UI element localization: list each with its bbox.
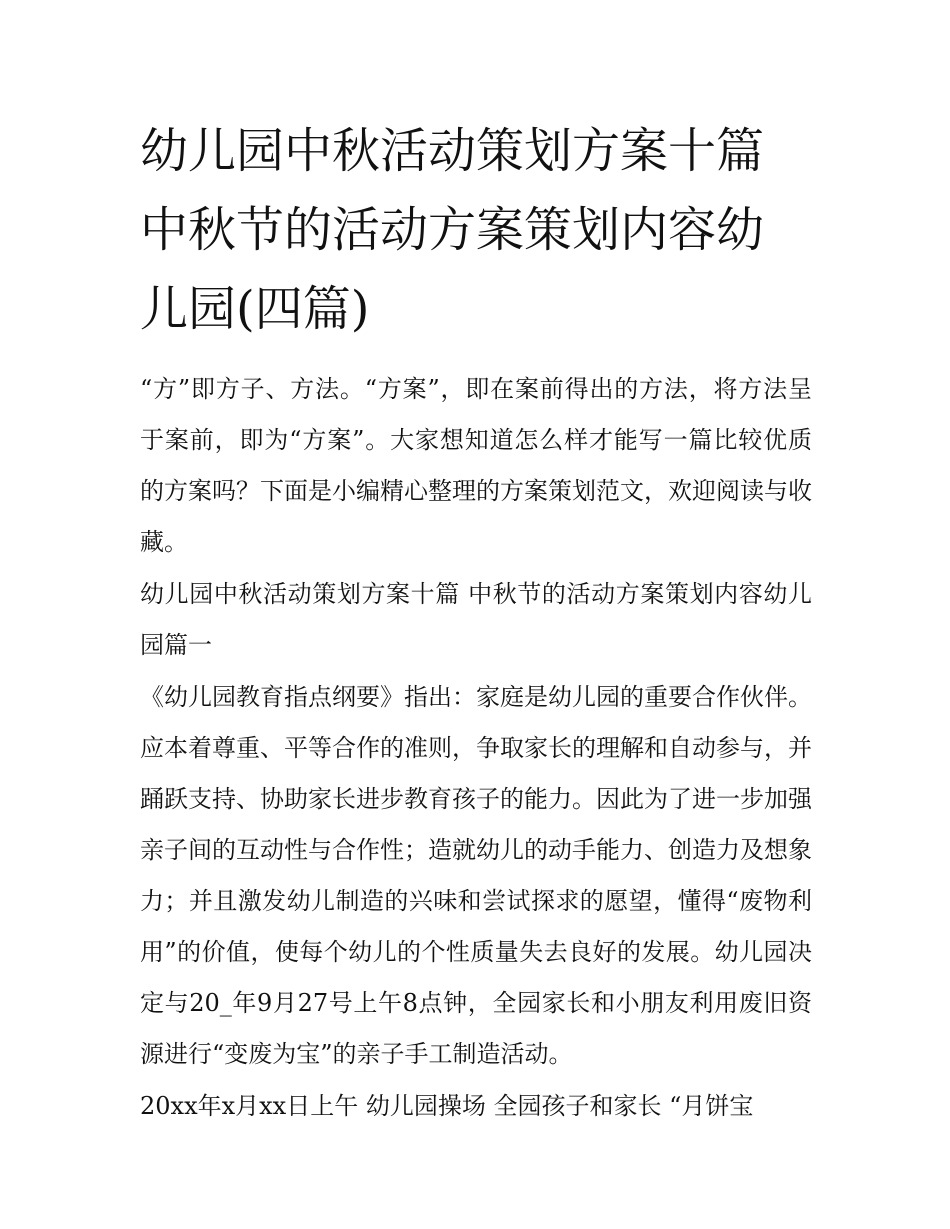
document-content bbox=[140, 112, 812, 1132]
section-heading: 幼儿园中秋活动策划方案十篇 中秋节的活动方案策划内容幼儿园篇一 bbox=[140, 580, 812, 659]
body-paragraph-2: 20xx年x月xx日上午 幼儿园操场 全园孩子和家长 “月饼宝 bbox=[140, 1092, 754, 1120]
document-title: 幼儿园中秋活动策划方案十篇 中秋节的活动方案策划内容幼儿园(四篇) bbox=[140, 123, 765, 337]
intro-paragraph: “方”即方子、方法。“方案”，即在案前得出的方法，将方法呈于案前，即为“方案”。大家想知道怎么样才能写一篇比较优质的方案吗？下面是小编精心整理的方案策划范文，欢迎阅读与收藏。 bbox=[140, 375, 812, 556]
body-paragraph-1: 《幼儿园教育指点纲要》指出：家庭是幼儿园的重要合作伙伴。应本着尊重、平等合作的准则，争取家长的理解和自动参与，并踊跃支持、协助家长进步教育孩子的能力。因此为了进一步加强亲子间的互动性与合作性；造就幼儿的动手能力、创造力及想象力；并且激发幼儿制造的兴味和尝试探求的愿望，懂得“废物利用”的价值，使每个幼儿的个性质量失去良好的发展。幼儿园决定与20_年9月27号上午8点钟，全园家长和小朋友利用废旧资源进行“变废为宝”的亲子手工制造活动。 bbox=[140, 683, 812, 1068]
